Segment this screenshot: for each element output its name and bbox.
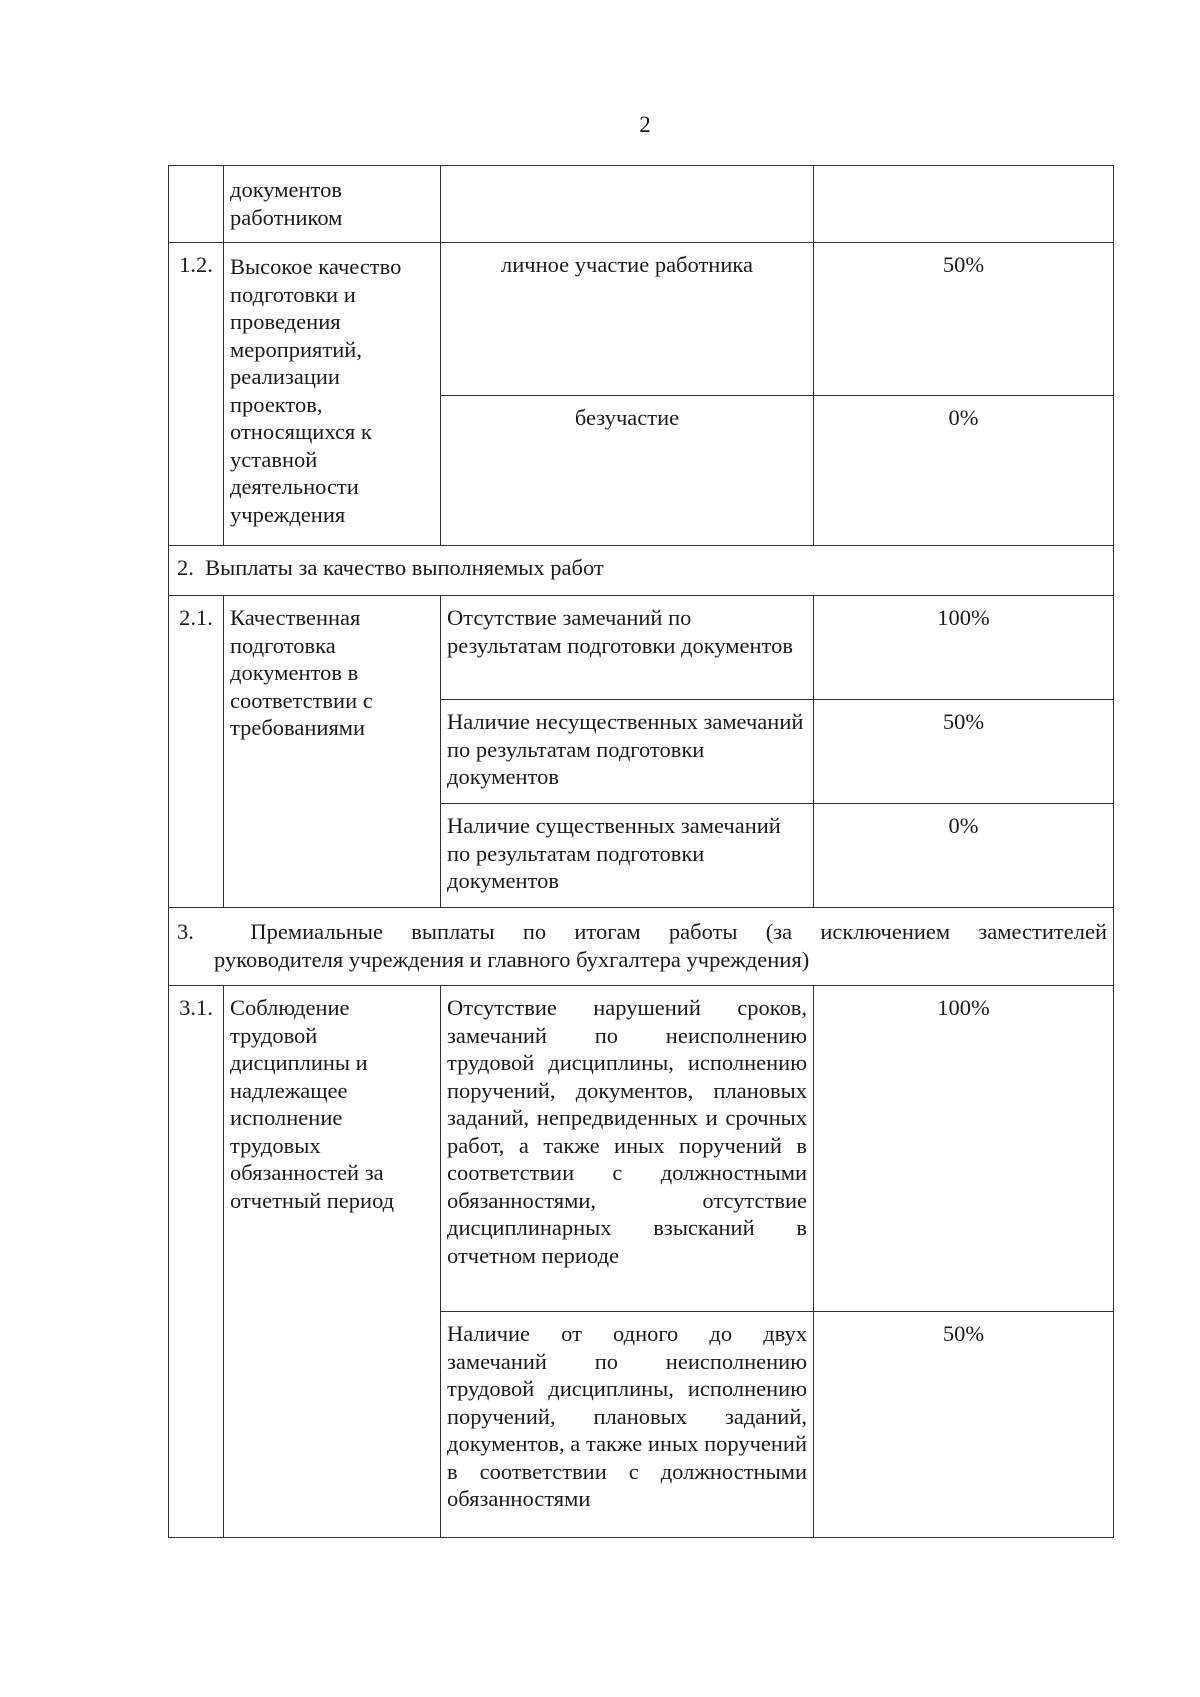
table-row: [169, 166, 1114, 243]
value-cell: 50%: [814, 243, 1114, 396]
section-title-line: руководителя учреждения и главного бухгалтера учреждения): [214, 946, 810, 972]
table-row: [169, 986, 1114, 1312]
row-number-cell: 3.1.: [169, 986, 224, 1538]
condition-cell: [441, 166, 814, 243]
table-row: [169, 243, 1114, 396]
condition-cell: Наличие существенных замечаний по результатам подготовки документов: [441, 804, 814, 908]
criterion-cell: Высокое качество подготовки и проведения мероприятий, реализации проектов, относящихся к уставной деятельности учреждения: [224, 243, 441, 546]
value-cell: 50%: [814, 1312, 1114, 1538]
row-number-cell: 1.2.: [169, 243, 224, 546]
criteria-table: [168, 165, 1114, 1538]
value-cell: 100%: [814, 596, 1114, 700]
table-row: [169, 596, 1114, 700]
condition-cell: Отсутствие нарушений сроков, замечаний по неисполнению трудовой дисциплины, исполнению поручений, документов, плановых заданий, непредвиденных и срочных работ, а также иных поручений в соответствии с должностными обязанностями, отсутствие дисциплинарных взысканий в отчетном периоде: [441, 986, 814, 1312]
condition-cell: безучастие: [441, 396, 814, 546]
row-number-cell: [169, 166, 224, 243]
section-row: [169, 546, 1114, 596]
value-cell: 100%: [814, 986, 1114, 1312]
value-cell: 50%: [814, 700, 1114, 804]
condition-cell: Наличие от одного до двух замечаний по неисполнению трудовой дисциплины, исполнению поручений, плановых заданий, документов, а также иных поручений в соответствии с должностными обязанностями: [441, 1312, 814, 1538]
section-title-line: 3. Премиальные выплаты по итогам работы (за исключением заместителей: [177, 919, 1107, 944]
criterion-cell: документов работником: [224, 166, 441, 243]
condition-cell: личное участие работника: [441, 243, 814, 396]
value-cell: 0%: [814, 396, 1114, 546]
row-number-cell: 2.1.: [169, 596, 224, 908]
value-cell: 0%: [814, 804, 1114, 908]
section-row: [169, 908, 1114, 986]
page-number: 2: [639, 112, 651, 137]
criterion-cell: Качественная подготовка документов в соответствии с требованиями: [224, 596, 441, 908]
value-cell: [814, 166, 1114, 243]
condition-cell: Наличие несущественных замечаний по результатам подготовки документов: [441, 700, 814, 804]
criterion-cell: Соблюдение трудовой дисциплины и надлежащее исполнение трудовых обязанностей за отчетный период: [224, 986, 441, 1538]
condition-cell: Отсутствие замечаний по результатам подготовки документов: [441, 596, 814, 700]
section-title: 2. Выплаты за качество выполняемых работ: [169, 546, 1114, 596]
section-title: [169, 908, 1114, 986]
